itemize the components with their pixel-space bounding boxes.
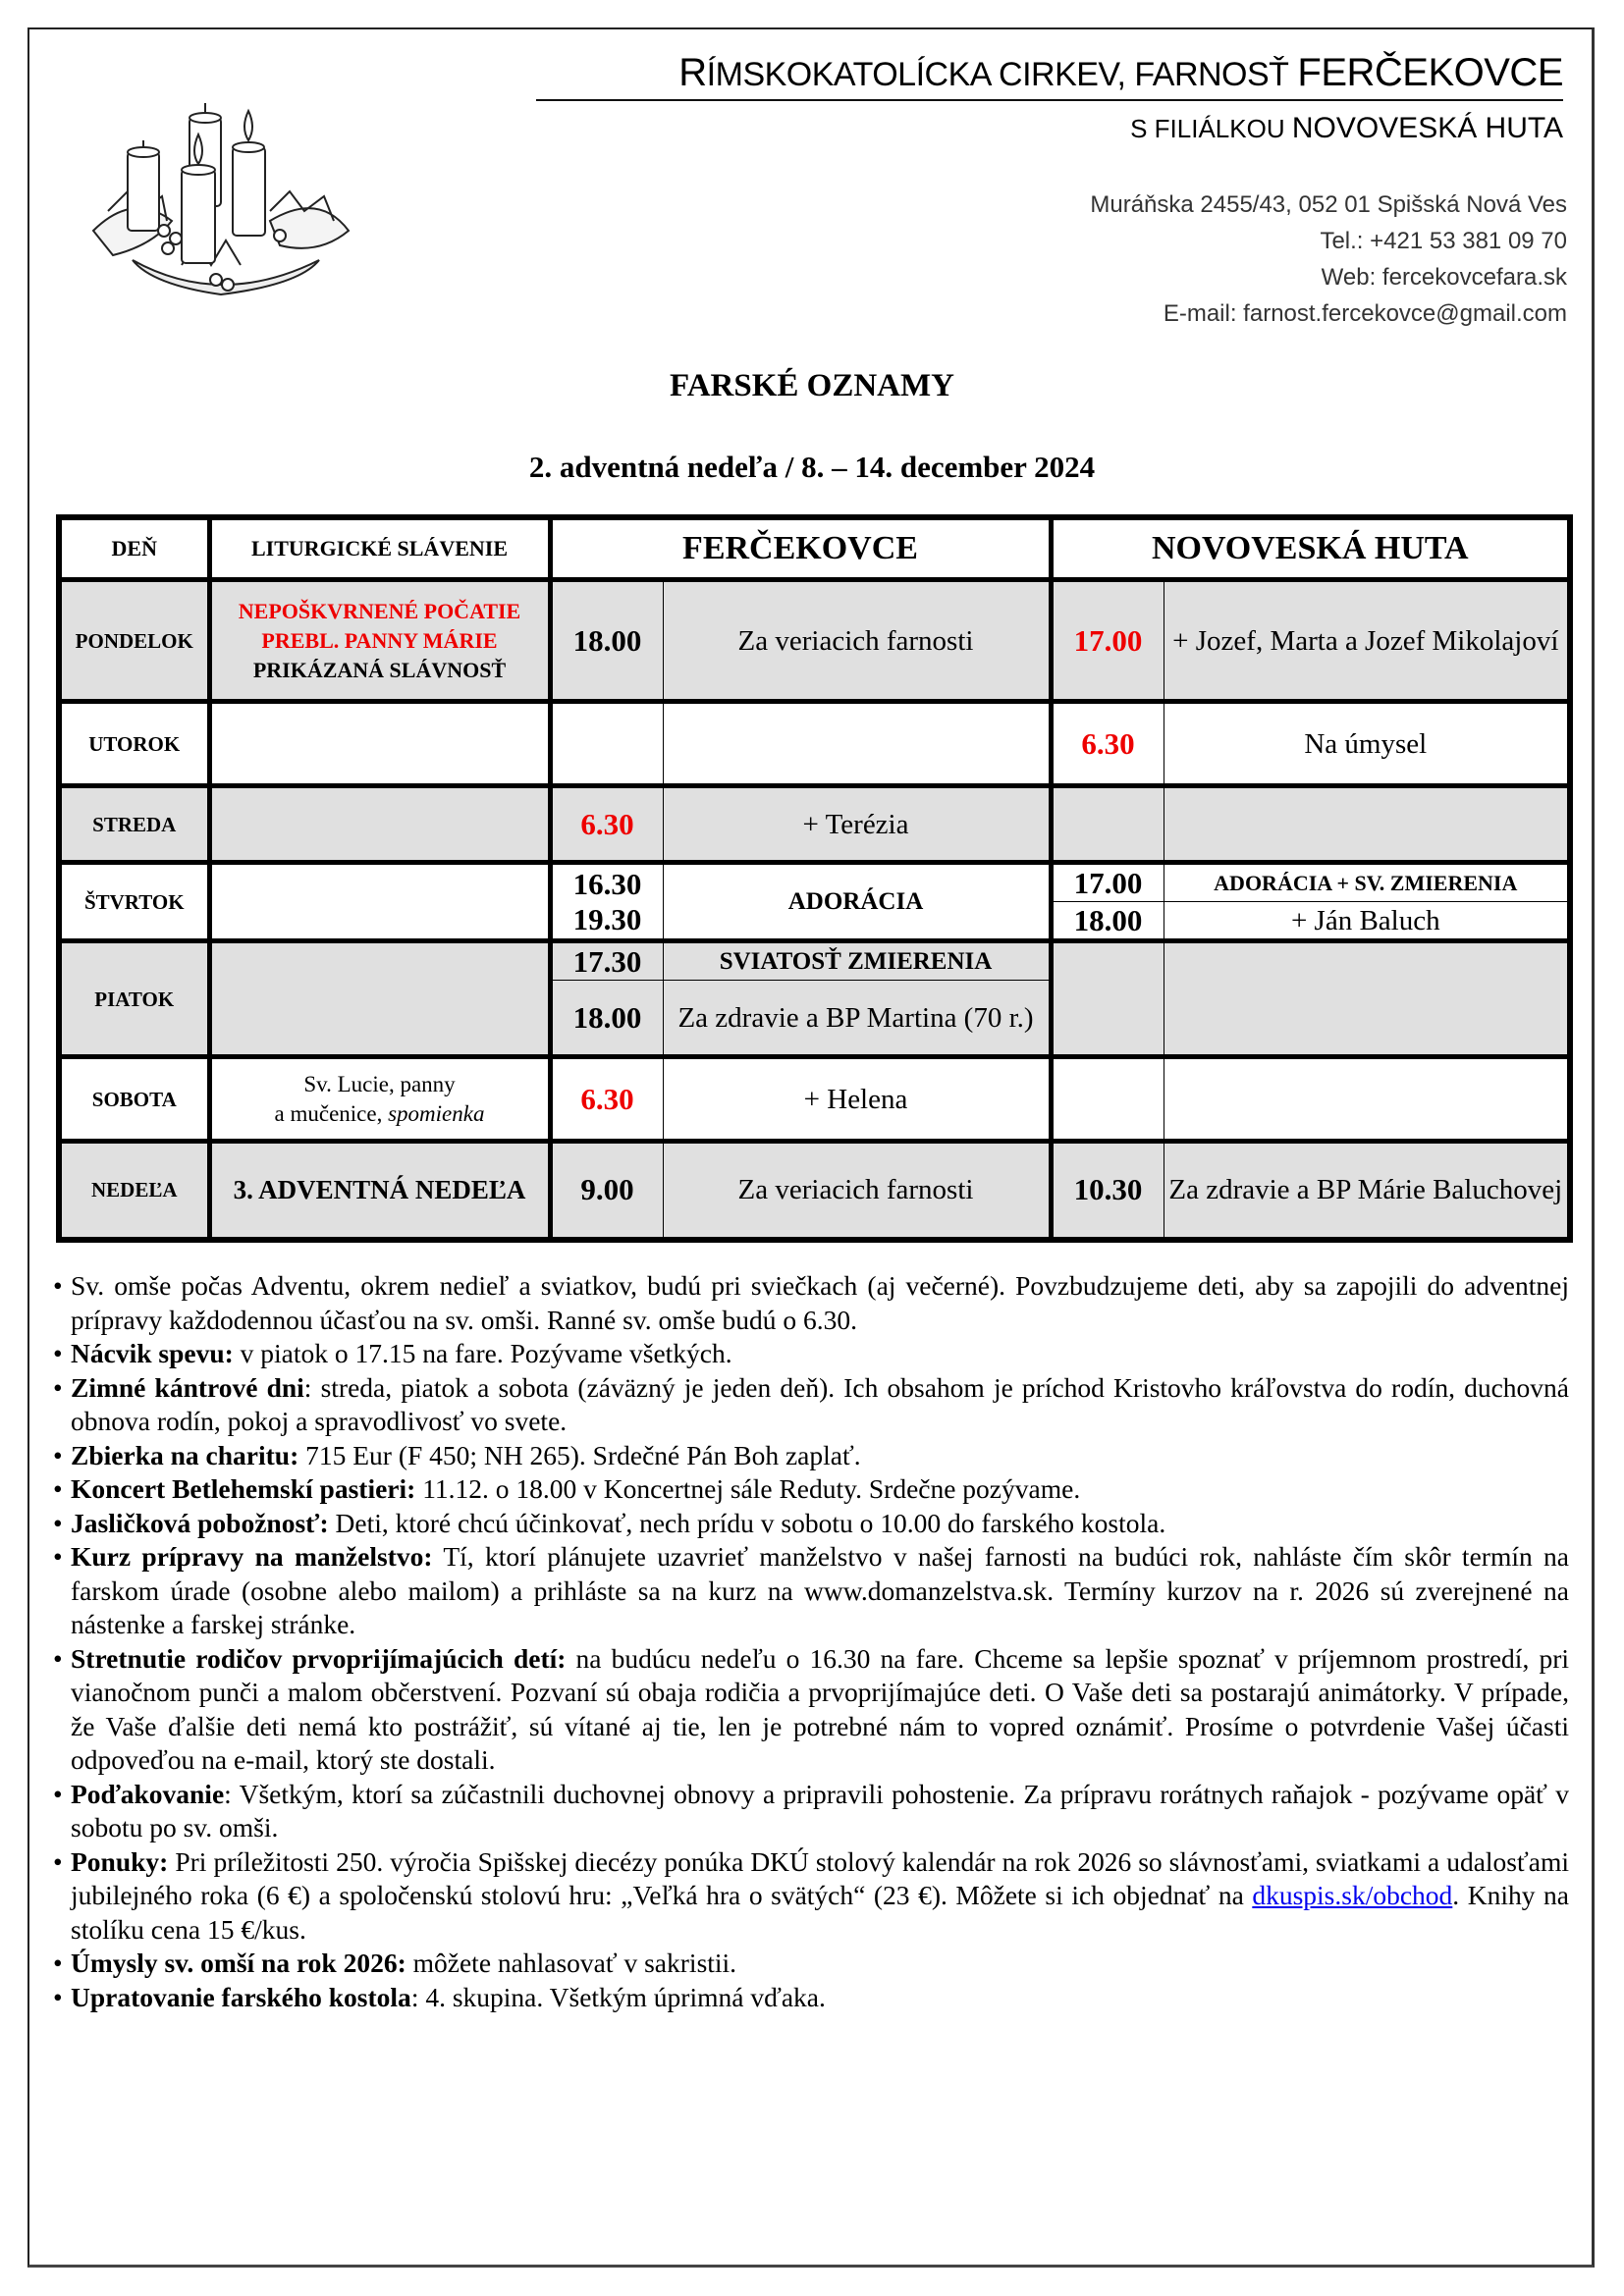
fercekovce-intention: + Terézia [663, 786, 1051, 863]
liturgy-cell [209, 863, 550, 941]
announcement-church-cleaning [57, 1981, 1569, 2015]
advent-wreath-candles-icon [74, 74, 368, 314]
table-row-piatok [59, 941, 1570, 981]
feast-name-line2: PREBL. PANNY MÁRIE [261, 627, 498, 653]
website[interactable]: Web: fercekovcefara.sk [1321, 264, 1567, 291]
fercekovce-time-2: 18.00 [550, 981, 663, 1057]
announcement-thanks [57, 1778, 1569, 1845]
announcement-charity-collection [57, 1439, 1569, 1473]
liturgy-cell [209, 1057, 550, 1142]
filial-name [1130, 112, 1563, 145]
filial-parish: NOVOVESKÁ HUTA [1291, 112, 1563, 144]
day-cell: UTOROK [59, 702, 209, 786]
announcement-label: Upratovanie farského kostola [71, 1981, 411, 2012]
fercekovce-time-1: 17.30 [550, 941, 663, 981]
day-cell: PIATOK [59, 941, 209, 1057]
novoveska-time [1051, 1057, 1164, 1142]
fercekovce-time: 9.00 [550, 1142, 663, 1240]
parish-name [678, 51, 1563, 95]
title-parish: FERČEKOVCE [1297, 51, 1563, 94]
announcement-text: 715 Eur (F 450; NH 265). Srdečné Pán Boh zaplať. [298, 1439, 861, 1470]
day-cell: ŠTVRTOK [59, 863, 209, 941]
novoveska-time: 6.30 [1051, 702, 1164, 786]
announcement-label: Jasličková pobožnosť: [71, 1507, 329, 1538]
phone: Tel.: +421 53 381 09 70 [1320, 228, 1567, 254]
announcement-text: Pri príležitosti 250. výročia Spišskej diecézy ponúka DKÚ stolový kalendár na rok 2026 so slávnosťami, sviatkami a udalosťami jubilejného roka (6 €) a spoločenskú stolovú hru: „Veľká hra o svätých“ (23 €). Môžete si ich objednať na [71, 1845, 1569, 1910]
header-novoveska-huta: NOVOVESKÁ HUTA [1051, 517, 1570, 580]
fercekovce-intention: Za veriacich farnosti [663, 580, 1051, 702]
fercekovce-time [550, 702, 663, 786]
header-liturgy: LITURGICKÉ SLÁVENIE [209, 517, 550, 580]
day-cell: PONDELOK [59, 580, 209, 702]
announcement-label: Ponuky: [71, 1845, 169, 1877]
announcement-label: Koncert Betlehemskí pastieri: [71, 1473, 416, 1504]
announcement-first-communion-parents [57, 1642, 1569, 1778]
fercekovce-times [550, 863, 663, 941]
table-row-pondelok [59, 580, 1570, 702]
announcement-nativity-play [57, 1507, 1569, 1541]
table-row-streda [59, 786, 1570, 863]
title-initial: R [678, 51, 707, 94]
email[interactable]: E-mail: farnost.fercekovce@gmail.com [1163, 300, 1567, 327]
announcement-mass-intentions-2026 [57, 1947, 1569, 1981]
fercekovce-intention: Za veriacich farnosti [663, 1142, 1051, 1240]
announcement-label: Zbierka na charitu: [71, 1439, 299, 1470]
announcement-text: v piatok o 17.15 na fare. Pozývame všetkých. [233, 1338, 732, 1368]
announcement-text: na budúcu nedeľu o 16.30 na fare. Chceme sa lepšie spoznať v príjemnom prostredí, pri vianočnom punči a malom občerstvení. Pozvaní sú obaja rodičia a prvoprijímajúce deti. O Vaše deti sa postarajú animátorky. V prípade, že Vaše ďalšie deti nemá kto postrážiť, sú vítané aj tie, len je potrebné nám to vopred oznámiť. Prosíme o potvrdenie Vašej účasti odpoveďou na e-mail, ktorý ste dostali. [71, 1642, 1569, 1775]
announcement-label: Zimné kántrové dni [71, 1371, 304, 1403]
announcement-ember-days [57, 1371, 1569, 1439]
novoveska-intention [1164, 1057, 1570, 1142]
document-subtitle: 2. adventná nedeľa / 8. – 14. december 2024 [528, 450, 1096, 484]
novoveska-time [1051, 786, 1164, 863]
novoveska-time: 10.30 [1051, 1142, 1164, 1240]
fercekovce-time-1: 16.30 [572, 866, 642, 901]
novoveska-intention [1164, 786, 1570, 863]
announcement-offers [57, 1845, 1569, 1948]
memorial-rank: spomienka [388, 1100, 485, 1126]
table-row-utorok [59, 702, 1570, 786]
novoveska-intention: Za zdravie a BP Márie Baluchovej [1164, 1142, 1570, 1240]
announcement-text: Deti, ktoré chcú účinkovať, nech prídu v sobotu o 10.00 do farského kostola. [328, 1507, 1166, 1538]
liturgy-cell [209, 941, 550, 1057]
novoveska-intention-2: + Ján Baluch [1164, 902, 1570, 941]
announcement-text: : streda, piatok a sobota (záväzný je jeden deň). Ich obsahom je príchod Kristovho kráľovstva do rodín, duchovná obnova rodín, pokoj a spravodlivosť vo svete. [71, 1371, 1569, 1436]
fercekovce-intention [663, 702, 1051, 786]
novoveska-intention [1164, 941, 1570, 1057]
header-day: DEŇ [59, 517, 209, 580]
announcement-label: Kurz prípravy na manželstvo: [71, 1541, 433, 1572]
announcements-list [57, 1269, 1569, 2014]
announcement-text: môžete nahlasovať v sakristii. [406, 1948, 737, 1978]
fercekovce-time: 18.00 [550, 580, 663, 702]
announcement-text-after: . Knihy na stolíku cena 15 €/kus. [71, 1880, 1569, 1945]
table-header-row [59, 517, 1570, 580]
announcement-label: Poďakovanie [71, 1778, 225, 1809]
novoveska-intention-1: ADORÁCIA + SV. ZMIERENIA [1164, 863, 1570, 902]
announcement-text: : Všetkým, ktorí sa zúčastnili duchovnej obnovy a pripravili pohostenie. Za prípravu rorátnych raňajok - pozývame opäť v sobotu po sv. omši. [71, 1778, 1569, 1842]
title-small-caps: ÍMSKOKATOLÍCKA CIRKEV, FARNOSŤ [706, 56, 1298, 93]
liturgy-cell [209, 786, 550, 863]
novoveska-intention: Na úmysel [1164, 702, 1570, 786]
feast-name-line1: NEPOŠKVRNENÉ POČATIE [238, 598, 521, 623]
novoveska-time-2: 18.00 [1051, 902, 1164, 941]
novoveska-time [1051, 941, 1164, 1057]
announcement-label: Nácvik spevu: [71, 1338, 234, 1368]
memorial-text: a mučenice, [274, 1100, 389, 1126]
announcement-text: Tí, ktorí plánujete uzavrieť manželstvo v našej farnosti na budúci rok, nahláste čím skôr termín na farskom úrade (osobne alebo mailom) a prihláste sa na kurz na www.domanzelstva.sk. Termíny kurzov na r. 2026 sú zverejnené na nástenke a farskej stránke. [71, 1541, 1569, 1639]
announcement-label: Stretnutie rodičov prvoprijímajúcich detí: [71, 1642, 567, 1674]
announcement-advent-masses [57, 1269, 1569, 1337]
novoveska-time: 17.00 [1051, 580, 1164, 702]
liturgy-cell: 3. ADVENTNÁ NEDEĽA [209, 1142, 550, 1240]
announcement-text: 11.12. o 18.00 v Koncertnej sále Reduty. Srdečne pozývame. [415, 1473, 1081, 1504]
fercekovce-intention-1: SVIATOSŤ ZMIERENIA [663, 941, 1051, 981]
announcement-marriage-course [57, 1540, 1569, 1642]
day-cell: NEDEĽA [59, 1142, 209, 1240]
fercekovce-intention-2: Za zdravie a BP Martina (70 r.) [663, 981, 1051, 1057]
table-row-sobota [59, 1057, 1570, 1142]
header-fercekovce: FERČEKOVCE [550, 517, 1051, 580]
liturgy-cell [209, 580, 550, 702]
liturgy-cell [209, 702, 550, 786]
announcement-text: : 4. skupina. Všetkým úprimná vďaka. [410, 1981, 826, 2012]
feast-rank: PRIKÁZANÁ SLÁVNOSŤ [252, 657, 507, 682]
contact-block [1090, 187, 1567, 332]
fercekovce-time-2: 19.30 [572, 901, 642, 936]
novoveska-time-1: 17.00 [1051, 863, 1164, 902]
shop-link[interactable]: dkuspis.sk/obchod [1252, 1880, 1453, 1910]
fercekovce-intention: ADORÁCIA [663, 863, 1051, 941]
announcement-concert [57, 1472, 1569, 1507]
memorial-line2 [216, 1099, 544, 1129]
mass-schedule-table [56, 514, 1573, 1243]
filial-prefix: S FILIÁLKOU [1130, 114, 1292, 143]
address: Muráňska 2455/43, 052 01 Spišská Nová Ves [1090, 191, 1567, 218]
table-row-stvrtok [59, 863, 1570, 902]
header-rule [536, 99, 1563, 101]
memorial-line1: Sv. Lucie, panny [303, 1071, 456, 1096]
announcement-text: Sv. omše počas Adventu, okrem nedieľ a sviatkov, budú pri sviečkach (aj večerné). Povzbudzujeme deti, aby sa zapojili do adventnej prípravy každodennou účasťou na sv. omši. Ranné sv. omše budú o 6.30. [71, 1270, 1569, 1335]
day-cell: SOBOTA [59, 1057, 209, 1142]
announcement-singing-practice [57, 1337, 1569, 1371]
fercekovce-time: 6.30 [550, 1057, 663, 1142]
day-cell: STREDA [59, 786, 209, 863]
announcement-label: Úmysly sv. omší na rok 2026: [71, 1948, 406, 1978]
novoveska-intention: + Jozef, Marta a Jozef Mikolajoví [1164, 580, 1570, 702]
fercekovce-time: 6.30 [550, 786, 663, 863]
document-title: FARSKÉ OZNAMY [670, 368, 954, 403]
table-row-nedela [59, 1142, 1570, 1240]
fercekovce-intention: + Helena [663, 1057, 1051, 1142]
